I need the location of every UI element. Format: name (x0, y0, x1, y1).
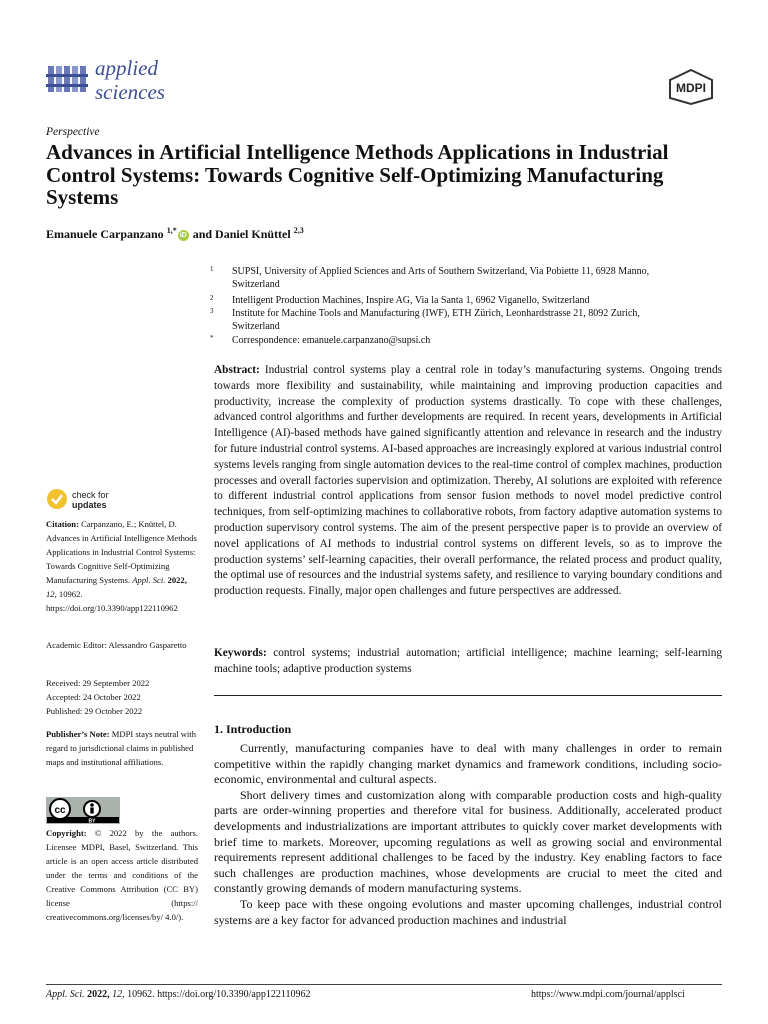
copyright-text: © 2022 by the authors. Licensee MDPI, Basel, Switzerland. This article is an open access article distributed under the terms and conditions of the Creative Commons Attribution (CC BY) license (https:// creativecommons.org/licenses/by/ 4.0/). (46, 828, 198, 922)
citation-label: Citation: (46, 519, 79, 529)
journal-logo-icon (46, 62, 88, 98)
check-for-updates-button[interactable] (46, 488, 186, 514)
academic-editor (46, 638, 198, 652)
author-affiliation-marker: 2,3 (293, 226, 304, 235)
affiliation (210, 294, 654, 307)
journal-name-line2: sciences (95, 80, 165, 104)
keywords (214, 646, 722, 678)
author-name: Daniel Knüttel (215, 227, 291, 241)
abstract (214, 363, 722, 600)
orcid-icon[interactable]: iD (179, 232, 187, 239)
received-date: Received: 29 September 2022 (46, 678, 150, 688)
affiliation-number: 2 (210, 294, 214, 302)
cc-by-license-badge[interactable] (46, 797, 120, 824)
journal-name-line1: applied (95, 56, 158, 80)
divider (214, 695, 722, 696)
author-name: Emanuele Carpanzano (46, 227, 164, 241)
citation-text: Carpanzano, E.; Knüttel, D. Advances in Artificial Intelligence Methods Applications in Industrial Control Systems: Towards Cognitive Self-Optimizing Manufacturing Systems. (46, 519, 197, 585)
citation (46, 517, 198, 615)
affiliation-number: 3 (210, 307, 214, 315)
citation-doi[interactable]: 10962. https://doi.org/10.3390/app122110962 (46, 589, 178, 613)
article-type: Perspective (46, 126, 100, 138)
keywords-text: control systems; industrial automation; artificial intelligence; machine learning; self-learning machine tools; adaptive production systems (214, 647, 722, 675)
citation-year: 2022, (167, 575, 187, 585)
section-heading: 1. Introduction (214, 722, 292, 736)
publisher-note-label: Publisher’s Note: (46, 729, 110, 739)
footer-doi[interactable]: 10962. https://doi.org/10.3390/app122110962 (127, 989, 311, 1000)
check-updates-label (72, 490, 109, 510)
citation-journal: Appl. Sci. (132, 575, 166, 585)
cc-by-label: BY (88, 818, 96, 824)
author-connector: and (192, 227, 213, 241)
accepted-date: Accepted: 24 October 2022 (46, 692, 141, 702)
copyright (46, 826, 198, 924)
cc-label: cc (54, 805, 66, 816)
article-title: Advances in Artificial Intelligence Methods Applications in Industrial Control Systems: Towards Cognitive Self-Optimizing Manufacturing Systems (46, 140, 669, 209)
footer-citation (46, 989, 310, 1000)
paragraph: Currently, manufacturing companies have to deal with many challenges in order to remain competitive within the rapidly changing market dynamics and framework conditions, including socio-economic, environmental and cultural aspects. (214, 741, 722, 787)
citation-volume: 12, (46, 589, 57, 599)
paragraph: To keep pace with these ongoing evolutions and master upcoming challenges, industrial control systems are a key factor for advanced production machines and industrial (214, 896, 722, 927)
abstract-label: Abstract: (214, 364, 260, 376)
copyright-label: Copyright: (46, 828, 87, 838)
footer-year: 2022, (87, 989, 110, 1000)
keywords-label: Keywords: (214, 647, 267, 659)
paragraph: Short delivery times and customization along with comparable production costs and high-quality parts are order-winning properties and therefore vital for business. Additionally, accelerated product developments and industrializations are important attributes to quickly cover market developments with brief time to markets. Moreover, upcoming regulations as well as growing social and environmental requirements represent additional challenges to be faced by the industry. Key enabling factors to face such challenges are production machines, whose developments are crucial to meet the cited and constantly growing demands of modern manufacturing systems. (214, 787, 722, 896)
published-date: Published: 29 October 2022 (46, 706, 143, 716)
cc-license-icon (46, 797, 120, 824)
author-list (46, 226, 304, 242)
author-affiliation-marker: 1,* (166, 226, 177, 235)
mdpi-logo-icon (666, 68, 716, 106)
editor-label: Academic Editor: (46, 640, 107, 650)
footer-volume: 12, (112, 989, 125, 1000)
footer-journal: Appl. Sci. (46, 989, 85, 1000)
affiliation (210, 307, 654, 333)
affiliation-number: * (210, 334, 214, 342)
mdpi-logo-text: MDPI (676, 81, 706, 95)
correspondence (210, 334, 654, 347)
dates (46, 676, 198, 718)
journal-name (95, 56, 165, 104)
check-line2: updates (72, 500, 107, 510)
affiliation-text: Intelligent Production Machines, Inspire AG, Via la Santa 1, 6962 Viganello, Switzerland (232, 295, 590, 306)
affiliation-number: 1 (210, 265, 214, 273)
affiliation-text: Institute for Machine Tools and Manufacturing (IWF), ETH Zürich, Leonhardstrasse 21, 8092 Zurich, Switzerland (232, 308, 640, 332)
publisher-note-text: MDPI stays neutral with regard to jurisdictional claims in published maps and institutional affiliations. (46, 729, 196, 767)
affiliation-text: SUPSI, University of Applied Sciences and Arts of Southern Switzerland, Via Pobiette 11, 6928 Manno, Switzerland (232, 266, 650, 290)
check-updates-icon (46, 488, 68, 510)
affiliation (210, 265, 654, 291)
footer-divider (46, 984, 722, 985)
footer-journal-url[interactable]: https://www.mdpi.com/journal/applsci (531, 989, 685, 1000)
editor-name: Alessandro Gasparetto (108, 640, 187, 650)
check-line1: check for (72, 490, 109, 500)
body-text (214, 741, 722, 928)
publisher-note (46, 727, 198, 769)
correspondence-text[interactable]: Correspondence: emanuele.carpanzano@supsi.ch (232, 335, 431, 346)
abstract-text: Industrial control systems play a central role in today’s manufacturing systems. Ongoing trends towards more flexibility and sustainability, while maintaining and improving production capacities and productivity, increase the complexity of production systems drastically. To cope with these challenges, advanced control algorithms and further developments are required. In recent years, developments in Artificial Intelligence (AI)-based methods have gained significantly attention and relevance in research and the industry for future industrial control systems. AI-based approaches are increasingly explored at various industrial control systems levels ranging from single automation devices to the real-time control of complex machines, production processes and overall factories supervision and optimization. Thereby, AI solutions are exploited with reference to different industrial control applications from sensor fusion methods to novel model predictive control techniques, from self-optimizing machines to collaborative robots, from factory adaptive automation systems to production supervisory control systems. The aim of the present perspective paper is to provide an overview of novel applications of AI methods to industrial control systems on different levels, so as to improve the production systems’ self-learning capacities, their overall performance, the related process and product quality, the optimal use of resources and the industrial systems safety, and resilience to varying boundary conditions and production requests. Finally, major open challenges and future perspectives are addressed. (214, 364, 722, 598)
